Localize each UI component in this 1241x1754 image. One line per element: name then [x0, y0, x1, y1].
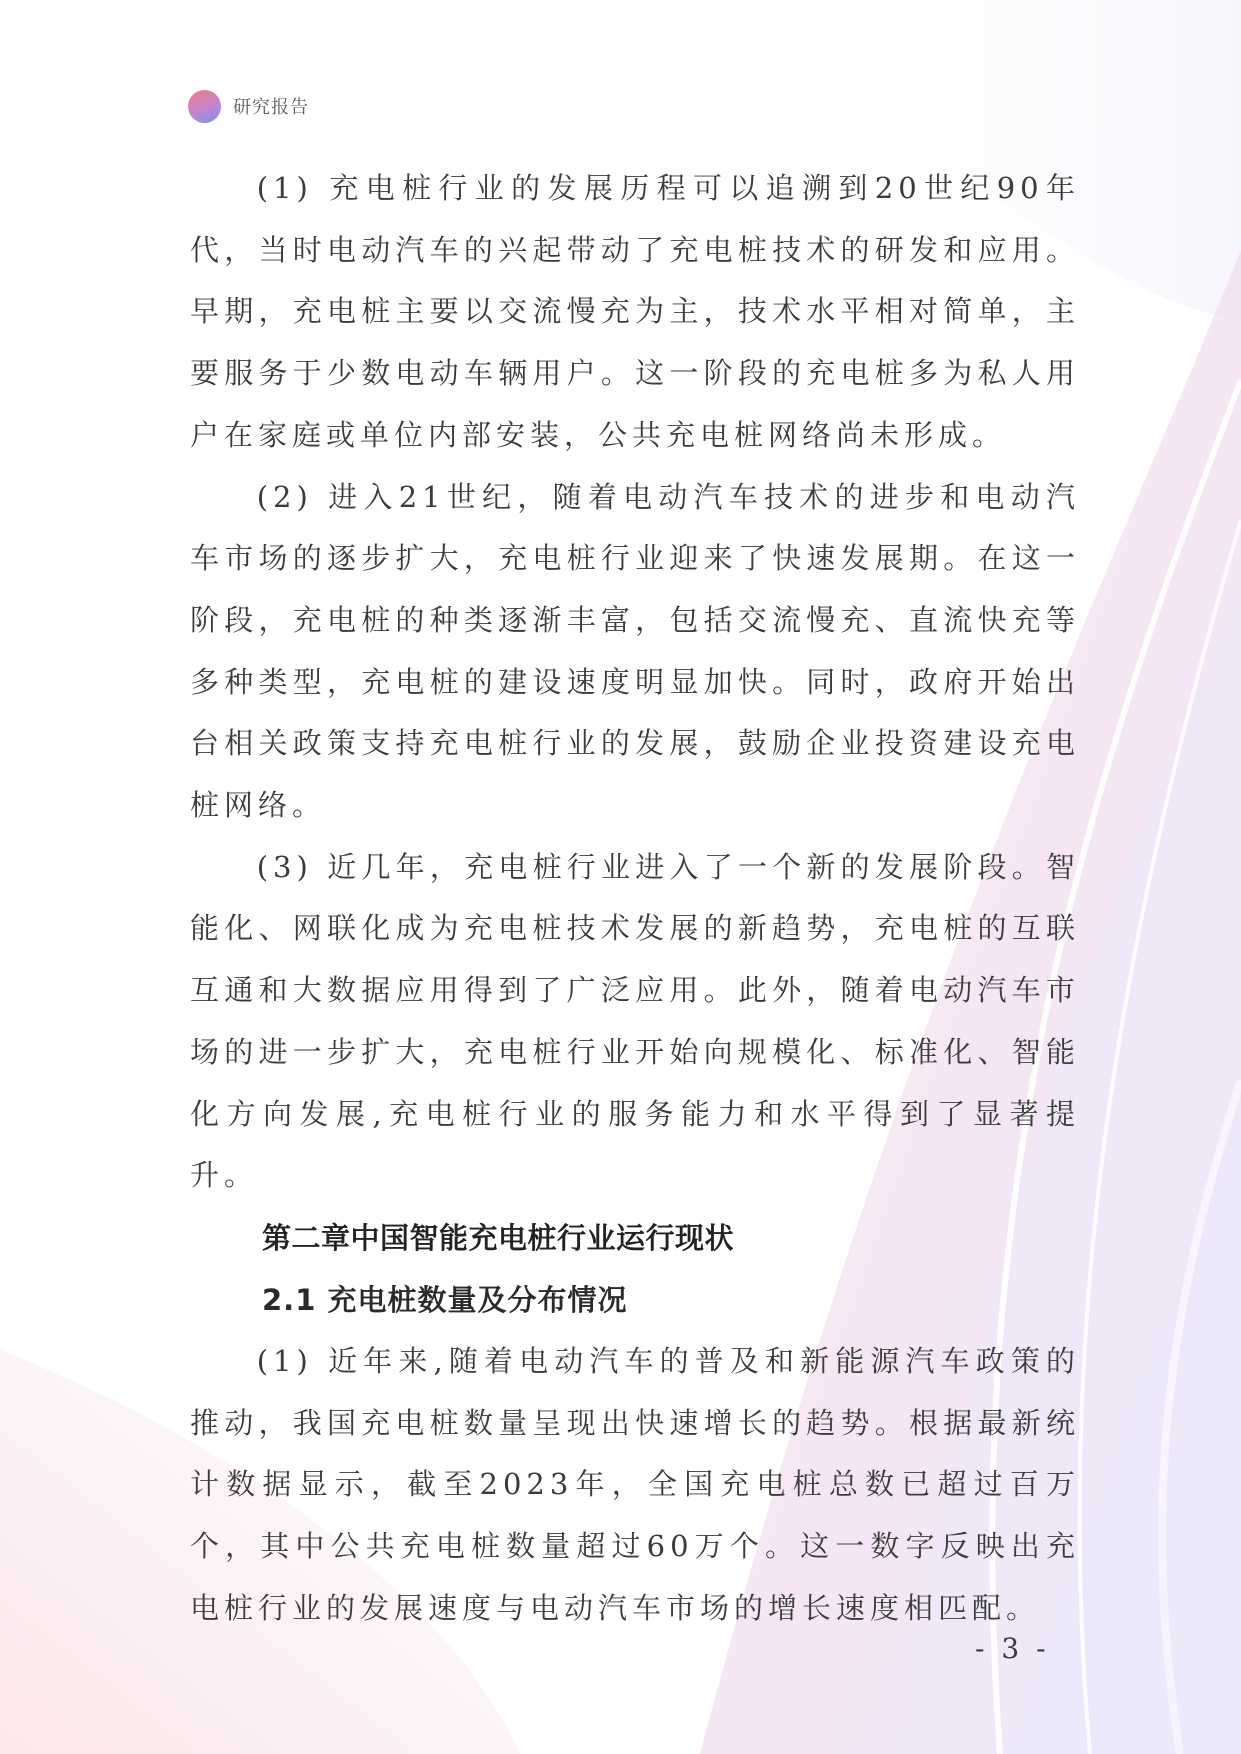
header-label: 研究报告	[233, 97, 309, 118]
paragraph-history-1: (1) 充电桩行业的发展历程可以追溯到20世纪90年代，当时电动汽车的兴起带动了充电桩技术的研发和应用。早期，充电桩主要以交流慢充为主，技术水平相对简单，主要服务于少数电动车辆用户。这一阶段的充电桩多为私人用户在家庭或单位内部安装，公共充电桩网络尚未形成。	[190, 171, 1080, 452]
section-title: 2.1 充电桩数量及分布情况	[262, 1282, 628, 1317]
document-body	[190, 158, 1080, 1639]
report-logo-icon	[188, 90, 221, 123]
page-number: - 3 -	[975, 1632, 1050, 1665]
paragraph-history-2: (2) 进入21世纪，随着电动汽车技术的进步和电动汽车市场的逐步扩大，充电桩行业迎来了快速发展期。在这一阶段，充电桩的种类逐渐丰富，包括交流慢充、直流快充等多种类型，充电桩的建设速度明显加快。同时，政府开始出台相关政策支持充电桩行业的发展，鼓励企业投资建设充电桩网络。	[190, 479, 1080, 823]
report-header	[188, 88, 309, 124]
chapter-title: 第二章中国智能充电桩行业运行现状	[262, 1220, 735, 1255]
paragraph-history-3: (3) 近几年，充电桩行业进入了一个新的发展阶段。智能化、网联化成为充电桩技术发展的新趋势，充电桩的互联互通和大数据应用得到了广泛应用。此外，随着电动汽车市场的进一步扩大，充电桩行业开始向规模化、标准化、智能化方向发展,充电桩行业的服务能力和水平得到了显著提升。	[190, 849, 1080, 1193]
paragraph-quantity-1: (1) 近年来,随着电动汽车的普及和新能源汽车政策的推动，我国充电桩数量呈现出快速增长的趋势。根据最新统计数据显示，截至2023年，全国充电桩总数已超过百万个，其中公共充电桩数量超过60万个。这一数字反映出充电桩行业的发展速度与电动汽车市场的增长速度相匹配。	[190, 1343, 1080, 1625]
